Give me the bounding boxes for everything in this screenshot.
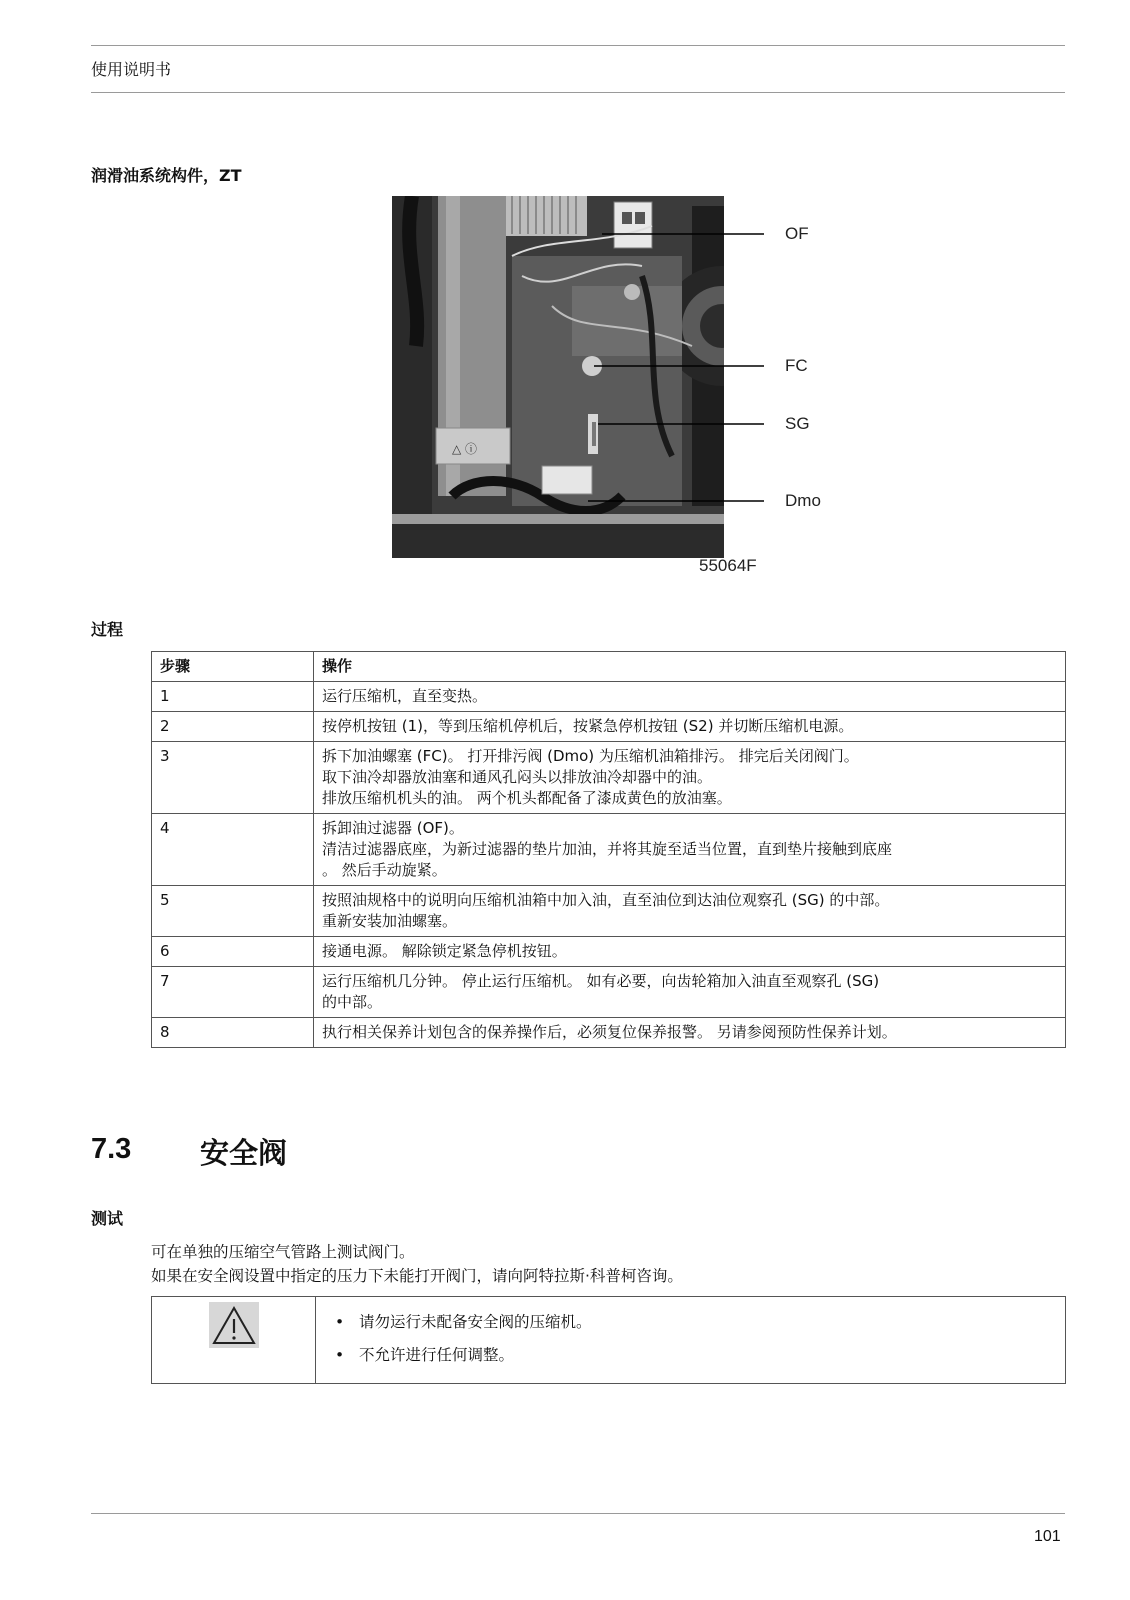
warning-item: • 不允许进行任何调整。 [345,1345,1064,1365]
test-paragraph-1: 可在单独的压缩空气管路上测试阀门。 [151,1243,415,1261]
step-number-cell: 8 [152,1018,314,1048]
step-action-line: 运行压缩机几分钟。 停止运行压缩机。 如有必要，向齿轮箱加入油直至观察孔 (SG) [322,972,880,990]
chapter-title: 安全阀 [200,1136,288,1170]
callout-label-fc: FC [785,356,808,375]
step-action-line: 接通电源。 解除锁定紧急停机按钮。 [322,942,567,960]
procedure-table [151,651,1066,1048]
step-action-line: 拆下加油螺塞 (FC)。 打开排污阀 (Dmo) 为压缩机油箱排污。 排完后关闭阀门。 [322,747,859,765]
step-action-cell [314,742,1066,814]
step-action-cell [314,712,1066,742]
table-row [152,1018,1066,1048]
table-row [152,937,1066,967]
step-number-cell: 3 [152,742,314,814]
table-row [152,967,1066,1018]
section-heading-lube-system: 润滑油系统构件，ZT [91,166,242,185]
step-action-line: 运行压缩机，直至变热。 [322,687,488,705]
step-number-cell: 2 [152,712,314,742]
step-action-cell [314,814,1066,886]
section-heading-procedure: 过程 [91,620,124,639]
step-action-line: 取下油冷却器放油塞和通风孔闷头以排放油冷却器中的油。 [322,768,713,786]
step-action-line: 按照油规格中的说明向压缩机油箱中加入油，直至油位到达油位观察孔 (SG) 的中部。 [322,891,890,909]
section-heading-test: 测试 [91,1209,124,1228]
step-action-line: 拆卸油过滤器 (OF)。 [322,819,464,837]
table-row [152,814,1066,886]
page-number: 101 [1034,1528,1061,1545]
procedure-table-body [152,682,1066,1048]
warning-triangle-icon [209,1302,259,1348]
test-paragraph-2: 如果在安全阀设置中指定的压力下未能打开阀门，请向阿特拉斯·科普柯咨询。 [151,1267,683,1285]
table-row [152,886,1066,937]
step-action-line: 重新安装加油螺塞。 [322,912,458,930]
step-number-cell: 1 [152,682,314,712]
callout-label-dmo: Dmo [785,491,821,510]
step-action-line: 。 然后手动旋紧。 [322,861,447,879]
step-action-line: 清洁过滤器底座，为新过滤器的垫片加油，并将其旋至适当位置，直到垫片接触到底座 [322,840,893,858]
warning-text-cell [316,1297,1066,1384]
table-row [152,742,1066,814]
step-action-cell [314,967,1066,1018]
footer-rule [91,1513,1065,1514]
warning-box [151,1296,1066,1384]
callout-label-of: OF [785,224,809,243]
table-header-row [152,652,1066,682]
step-action-cell [314,1018,1066,1048]
step-action-line: 排放压缩机机头的油。 两个机头都配备了漆成黄色的放油塞。 [322,789,732,807]
step-action-cell [314,682,1066,712]
warning-icon-cell [152,1297,316,1384]
step-number-cell: 4 [152,814,314,886]
step-action-line: 的中部。 [322,993,383,1011]
column-header-action: 操作 [314,652,1066,682]
step-action-cell [314,886,1066,937]
step-number-cell: 7 [152,967,314,1018]
step-number-cell: 6 [152,937,314,967]
step-action-line: 按停机按钮 (1)，等到压缩机停机后，按紧急停机按钮 (S2) 并切断压缩机电源。 [322,717,854,735]
step-action-line: 执行相关保养计划包含的保养操作后，必须复位保养报警。 另请参阅预防性保养计划。 [322,1023,897,1041]
warning-list [317,1298,1064,1365]
chapter-number: 7.3 [91,1133,132,1165]
table-row [152,682,1066,712]
svg-text:△ ⓘ: △ ⓘ [452,442,478,456]
warning-row [152,1297,1066,1384]
step-number-cell: 5 [152,886,314,937]
step-action-cell [314,937,1066,967]
header-rule-bottom [91,92,1065,93]
compressor-oil-system-photo [392,196,764,558]
document-title: 使用说明书 [91,60,172,79]
warning-item: • 请勿运行未配备安全阀的压缩机。 [345,1312,1064,1332]
callout-label-sg: SG [785,414,810,433]
table-row [152,712,1066,742]
figure-id: 55064F [699,556,757,575]
column-header-step: 步骤 [152,652,314,682]
header-rule-top [91,45,1065,46]
